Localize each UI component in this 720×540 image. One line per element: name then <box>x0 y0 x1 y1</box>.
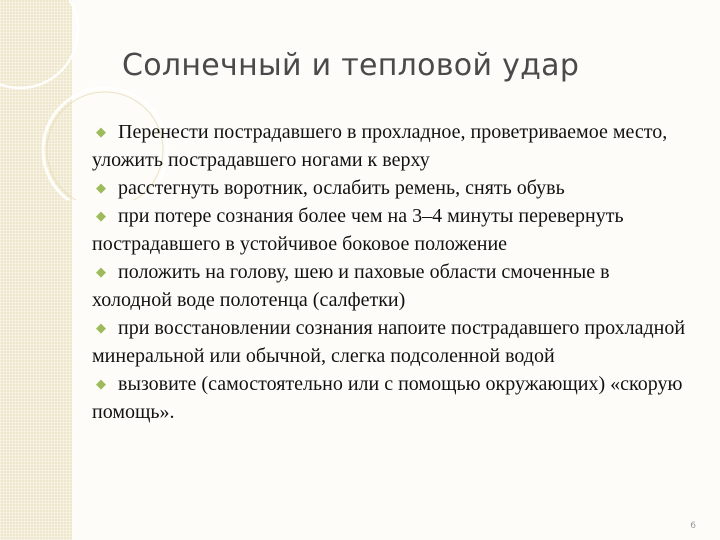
bullet-icon: ◆ <box>96 180 106 195</box>
bullet-icon: ◆ <box>96 264 106 279</box>
list-item-text: Перенести пострадавшего в прохладное, проветриваемое место, уложить пострадавшего ногами к верху <box>92 121 668 171</box>
bullet-icon: ◆ <box>96 124 106 139</box>
bullet-icon: ◆ <box>96 208 106 223</box>
slide-title: Солнечный и тепловой удар <box>122 48 580 83</box>
page-number: 6 <box>690 521 696 531</box>
list-item-text: положить на голову, шею и паховые области смоченные в холодной воде полотенца (салфетки) <box>92 261 610 311</box>
list-item <box>92 370 692 426</box>
list-item-text: при восстановлении сознания напоите пострадавшего прохладной минеральной или обычной, слегка подсоленной водой <box>92 317 686 367</box>
list-item <box>92 258 692 314</box>
bullet-list <box>92 118 692 426</box>
list-item <box>92 202 692 258</box>
bullet-icon: ◆ <box>96 320 106 335</box>
list-item <box>92 118 692 174</box>
list-item <box>92 174 692 202</box>
list-item-text: при потере сознания более чем на 3–4 минуты перевернуть пострадавшего в устойчивое боковое положение <box>92 205 624 255</box>
list-item-text: расстегнуть воротник, ослабить ремень, снять обувь <box>118 177 565 199</box>
list-item-text: вызовите (самостоятельно или с помощью окружающих) «скорую помощь». <box>92 373 683 423</box>
bullet-icon: ◆ <box>96 376 106 391</box>
list-item <box>92 314 692 370</box>
